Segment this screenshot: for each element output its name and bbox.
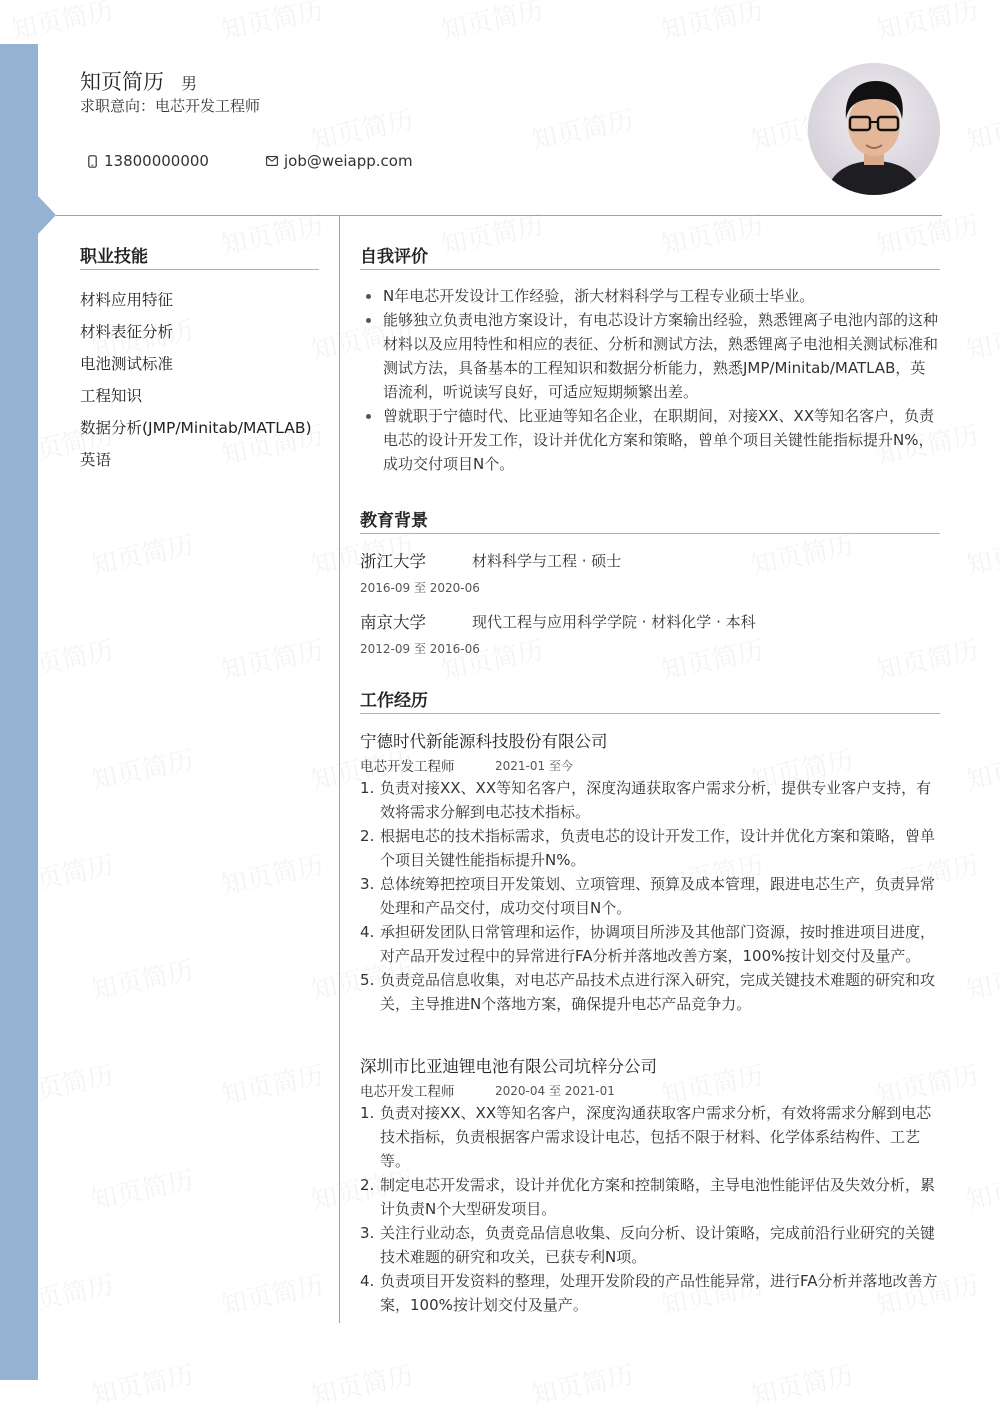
duty-item: 4. 负责项目开发资料的整理，处理开发阶段的产品性能异常，进行FA分析并落地改善方案，100%按计划交付及量产。 [360,1272,938,1314]
avatar [808,63,940,195]
skill-item: 电池测试标准 [80,355,174,373]
watermark [217,1055,326,1113]
phone-icon [86,154,98,168]
watermark [747,1355,856,1412]
watermark [657,205,766,263]
duty-item: 2. 制定电芯开发需求，设计并优化方案和控制策略，主导电池性能评估及失效分析，累计负责N个大型研发项目。 [360,1176,936,1218]
watermark [87,740,196,798]
self-eval-item: 曾就职于宁德时代、比亚迪等知名企业，在职期间，对接XX、XX等知名客户，负责电芯的设计开发工作，设计并优化方案和策略，曾单个项目关键性能指标提升N%，成功交付项目N个。 [360,404,940,476]
email-address: job@weiapp.com [284,152,413,170]
self-eval-item: N年电芯开发设计工作经验，浙大材料科学与工程专业硕士毕业。 [360,284,940,308]
email-contact [266,152,413,170]
watermark [307,100,416,158]
edu-school: 浙江大学 [360,552,426,571]
watermark [872,0,981,47]
candidate-gender: 男 [181,74,198,93]
self-eval-item: 能够独立负责电池方案设计，有电芯设计方案输出经验，熟悉锂离子电池内部的这种材料以及应用特性和相应的表征、分析和测试方法，熟悉锂离子电池相关测试标准和测试方法，具备基本的工程知识和数据分析能力，熟悉JMP/Minitab/MATLAB，英语流利，听说读写良好，可适应短期频繁出差。 [360,308,940,404]
self-eval-title: 自我评价 [360,247,428,267]
watermark [657,0,766,47]
job-role: 电芯开发工程师 [360,759,455,775]
job-company: 深圳市比亚迪锂电池有限公司坑梓分公司 [360,1057,657,1076]
skill-item: 材料表征分析 [80,323,174,341]
edu-date: 2012-09 至 2016-06 [360,642,480,656]
edu-school: 南京大学 [360,613,426,632]
skills-list [80,284,312,476]
watermark [962,950,1000,1008]
watermark [962,740,1000,798]
resume-header [80,66,197,96]
edu-detail: 现代工程与应用科学学院 · 材料化学 · 本科 [472,613,756,631]
self-eval-rule [360,269,940,270]
duty-item: 3. 关注行业动态，负责竞品信息收集、反向分析、设计策略，完成前沿行业研究的关键技术难题的研究和攻关，已获专利N项。 [360,1224,936,1266]
duty-item: 3. 总体统筹把控项目开发策划、立项管理、预算及成本管理，跟进电芯生产，负责异常处理和产品交付，成功交付项目N个。 [360,875,936,917]
watermark [7,0,116,47]
watermark [437,630,546,688]
watermark [962,310,1000,368]
watermark [657,630,766,688]
watermark [527,100,636,158]
watermark [217,0,326,47]
watermark [87,1160,196,1218]
work-title: 工作经历 [360,691,428,711]
job-company: 宁德时代新能源科技股份有限公司 [360,732,608,751]
column-divider [339,215,340,1323]
skills-title: 职业技能 [80,247,148,267]
watermark [527,1355,636,1412]
job-date: 2021-01 至今 [495,759,573,773]
skill-item: 英语 [80,451,112,469]
job-role: 电芯开发工程师 [360,1084,455,1100]
watermark [962,1160,1000,1218]
job-date: 2020-04 至 2021-01 [495,1084,615,1098]
duty-item: 1. 负责对接XX、XX等知名客户，深度沟通获取客户需求分析，提供专业客户支持，有效将需求分解到电芯技术指标。 [360,779,932,821]
accent-side-notch [38,196,56,234]
watermark [872,205,981,263]
watermark [217,205,326,263]
skills-rule [80,269,319,270]
watermark [217,845,326,903]
duty-item: 1. 负责对接XX、XX等知名客户，深度沟通获取客户需求分析，有效将需求分解到电芯技术指标，负责根据客户需求设计电芯，包括不限于材料、化学体系结构件、工艺等。 [360,1104,932,1170]
watermark [217,630,326,688]
watermark [962,525,1000,583]
job-intent: 求职意向：电芯开发工程师 [80,97,261,115]
duty-item: 4. 承担研发团队日常管理和运作，协调项目所涉及其他部门资源，按时推进项目进度，对产品开发过程中的异常进行FA分析并落地改善方案，100%按计划交付及量产。 [360,923,936,965]
watermark [87,950,196,1008]
header-divider [56,215,942,216]
education-rule [360,533,940,534]
skill-item: 材料应用特征 [80,291,174,309]
watermark [307,1355,416,1412]
duty-item: 5. 负责竞品信息收集，对电芯产品技术点进行深入研究，完成关键技术难题的研究和攻关，主导推进N个落地方案，确保提升电芯产品竞争力。 [360,971,936,1013]
duty-item: 2. 根据电芯的技术指标需求，负责电芯的设计开发工作，设计并优化方案和策略，曾单个项目关键性能指标提升N%。 [360,827,936,869]
watermark [437,0,546,47]
watermark [437,205,546,263]
accent-side-bar [0,44,38,1380]
self-eval-list [360,284,940,476]
watermark [962,100,1000,158]
edu-date: 2016-09 至 2020-06 [360,581,480,595]
candidate-name: 知页简历 [80,70,164,94]
job-duties [360,1101,940,1317]
watermark [217,1265,326,1323]
job-duties [360,776,940,1016]
watermark [87,525,196,583]
skill-item: 工程知识 [80,387,143,405]
phone-number: 13800000000 [104,152,209,170]
mail-icon [266,154,278,168]
watermark [87,1355,196,1412]
edu-detail: 材料科学与工程 · 硕士 [472,552,622,570]
watermark [872,630,981,688]
work-rule [360,713,940,714]
phone-contact [86,152,209,170]
education-title: 教育背景 [360,511,428,531]
skill-item: 数据分析(JMP/Minitab/MATLAB) [80,419,312,437]
